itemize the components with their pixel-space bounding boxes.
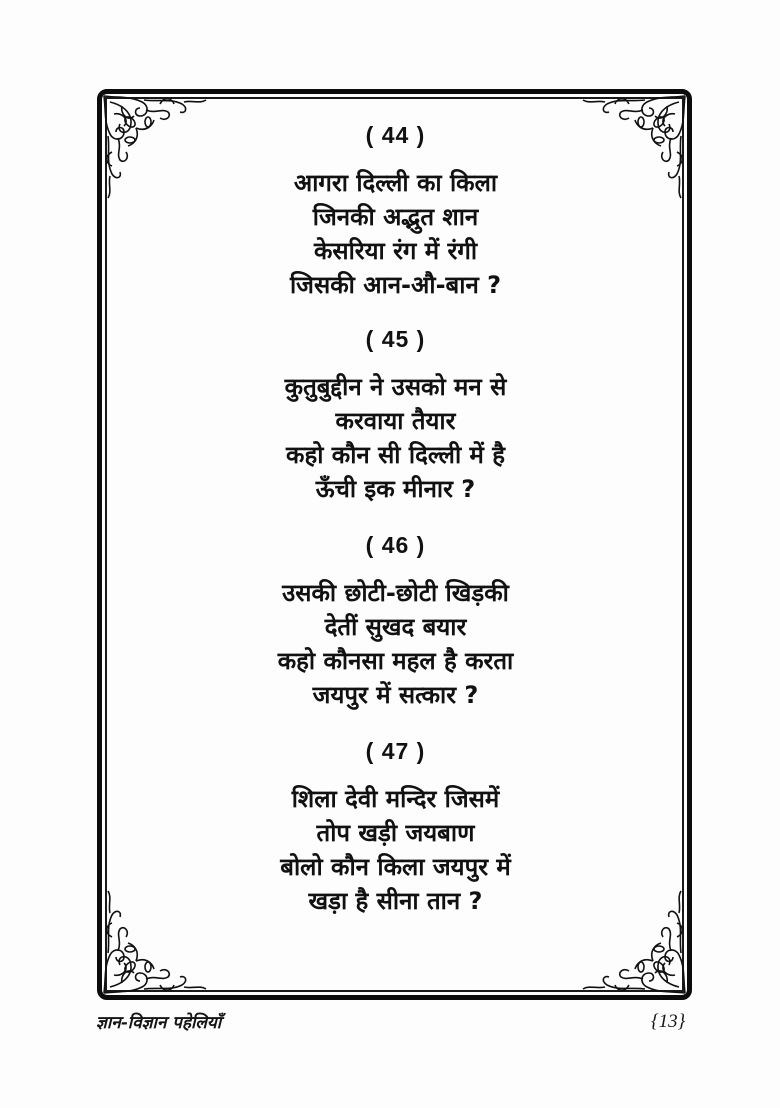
riddle-verse bbox=[108, 370, 683, 506]
riddle-number: ( 44 ) bbox=[365, 122, 426, 148]
riddle-verse bbox=[108, 576, 683, 712]
verse-line: जयपुर में सत्कार ? bbox=[312, 681, 479, 709]
riddle-verse bbox=[108, 166, 683, 302]
verse-line: तोप खड़ी जयबाण bbox=[316, 819, 475, 847]
verse-line: कहो कौनसा महल है करता bbox=[277, 647, 514, 675]
riddle-number: ( 47 ) bbox=[365, 738, 426, 764]
verse-line: कुतुबुद्दीन ने उसको मन से bbox=[284, 373, 507, 401]
verse-line: आगरा दिल्ली का किला bbox=[293, 169, 498, 197]
verse-line: शिला देवी मन्दिर जिसमें bbox=[291, 785, 500, 813]
verse-line: ऊँची इक मीनार ? bbox=[315, 475, 476, 503]
verse-line: करवाया तैयार bbox=[335, 407, 456, 435]
footer-book-title: ज्ञान-विज्ञान पहेलियाँ bbox=[96, 1013, 222, 1033]
verse-line: उसकी छोटी-छोटी खिड़की bbox=[282, 579, 509, 607]
riddle-46 bbox=[108, 528, 683, 712]
verse-line: कहो कौन सी दिल्ली में है bbox=[286, 441, 505, 469]
verse-line: जिनकी अद्भुत शान bbox=[312, 203, 479, 231]
riddle-44 bbox=[108, 118, 683, 302]
verse-line: केसरिया रंग में रंगी bbox=[313, 237, 478, 265]
verse-line: देतीं सुखद बयार bbox=[324, 613, 467, 641]
riddle-number: ( 46 ) bbox=[365, 532, 426, 558]
riddle-number: ( 45 ) bbox=[365, 326, 426, 352]
verse-line: खड़ा है सीना तान ? bbox=[308, 887, 483, 915]
verse-line: जिसकी आन-औ-बान ? bbox=[289, 271, 502, 299]
riddle-45 bbox=[108, 322, 683, 506]
riddle-47 bbox=[108, 734, 683, 918]
footer-page-number: {13} bbox=[651, 1011, 686, 1032]
riddle-verse bbox=[108, 782, 683, 918]
verse-line: बोलो कौन किला जयपुर में bbox=[280, 853, 511, 881]
